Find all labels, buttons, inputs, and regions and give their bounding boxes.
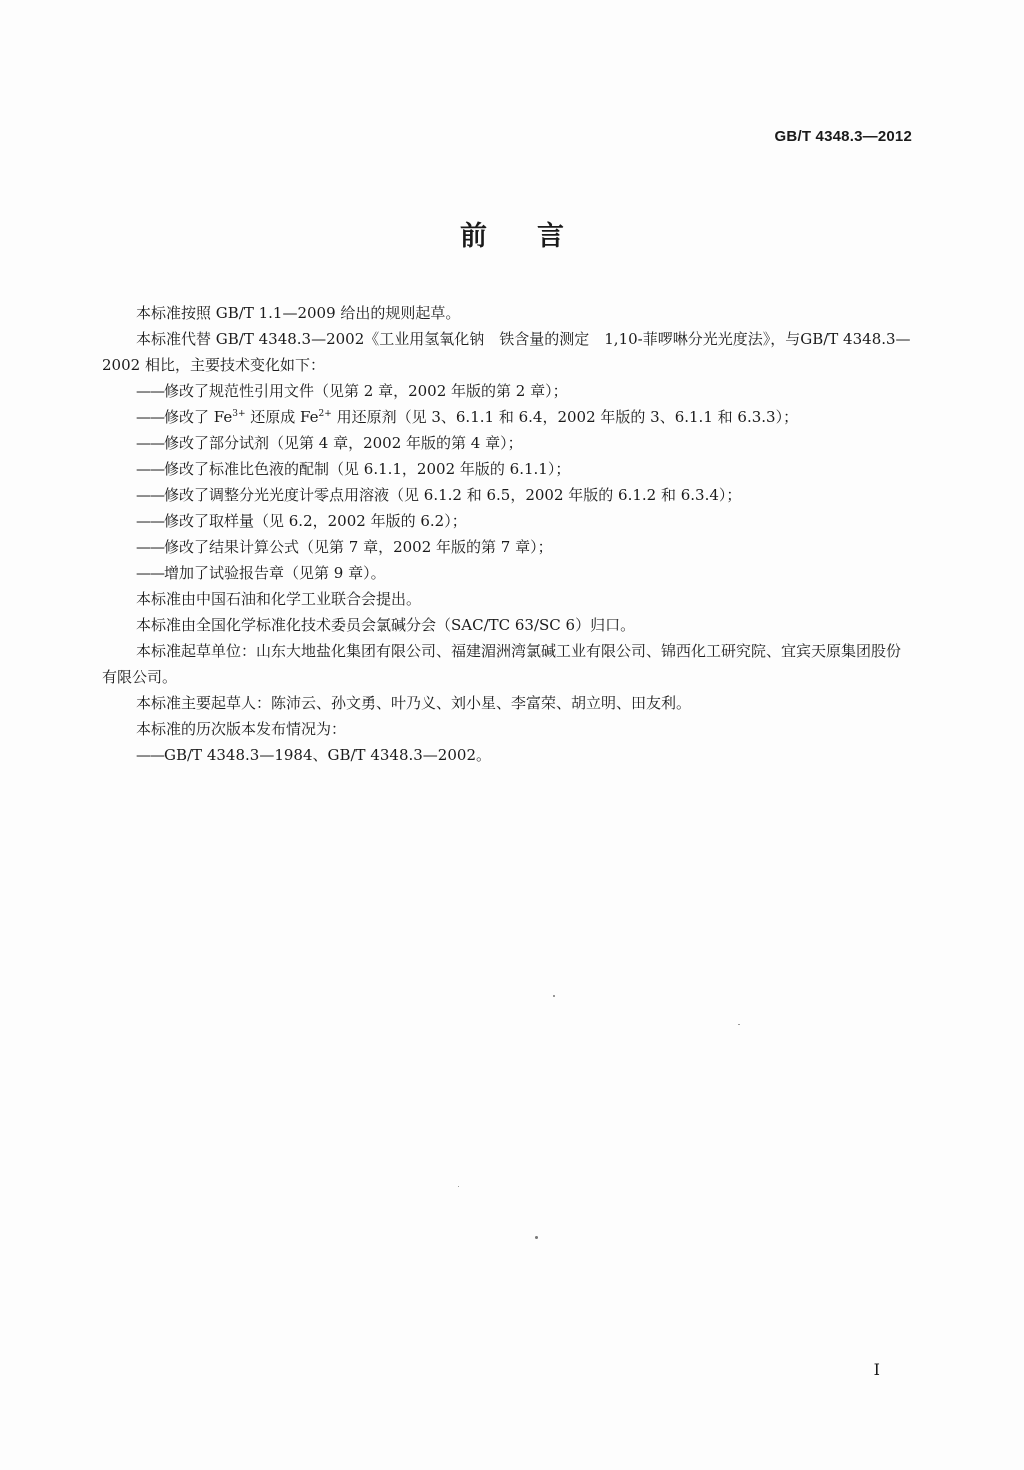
list-item xyxy=(102,508,914,534)
list-dash: —— xyxy=(136,408,164,426)
list-item-text: 修改了规范性引用文件（见第 2 章，2002 年版的第 2 章）； xyxy=(164,382,568,400)
list-item-text: 增加了试验报告章（见第 9 章）。 xyxy=(164,564,386,582)
list-item-text: 修改了标准比色液的配制（见 6.1.1，2002 年版的 6.1.1）； xyxy=(164,460,571,478)
superscript-charge: 2+ xyxy=(318,409,332,419)
paragraph-replaces: 本标准代替 GB/T 4348.3—2002《工业用氢氧化钠 铁含量的测定 1,10-菲啰啉分光光度法》，与GB/T 4348.3—2002 相比，主要技术变化如下： xyxy=(102,330,911,374)
list-item xyxy=(102,430,914,456)
list-dash: —— xyxy=(136,512,164,530)
list-item-text: 修改了取样量（见 6.2，2002 年版的 6.2）； xyxy=(164,512,467,530)
list-item xyxy=(102,404,914,430)
list-dash: —— xyxy=(136,486,164,504)
list-dash: —— xyxy=(136,434,164,452)
list-item-text: 修改了调整分光光度计零点用溶液（见 6.1.2 和 6.5，2002 年版的 6.1.2 和 6.3.4）； xyxy=(164,486,742,504)
list-item-text-prefix: 修改了 Fe xyxy=(164,408,233,426)
list-item xyxy=(102,742,914,768)
paragraph-committee: 本标准由全国化学标准化技术委员会氯碱分会（SAC/TC 63/SC 6）归口。 xyxy=(136,616,636,634)
list-item-text: 修改了结果计算公式（见第 7 章，2002 年版的第 7 章）； xyxy=(164,538,553,556)
standard-number: GB/T 4348.3—2012 xyxy=(774,128,912,145)
scan-speck xyxy=(458,1186,459,1187)
page-title: 前言 xyxy=(460,221,614,252)
paragraph-proposer: 本标准由中国石油和化学工业联合会提出。 xyxy=(136,590,422,608)
scan-speck xyxy=(738,1024,740,1025)
list-dash: —— xyxy=(136,538,164,556)
list-item xyxy=(102,534,914,560)
list-item xyxy=(102,456,914,482)
list-dash: —— xyxy=(136,382,164,400)
list-item-text: GB/T 4348.3—1984、GB/T 4348.3—2002。 xyxy=(164,746,491,764)
scan-speck xyxy=(553,995,555,997)
foreword-body xyxy=(102,300,914,768)
paragraph-drafters: 本标准主要起草人：陈沛云、孙文勇、叶乃义、刘小星、李富荣、胡立明、田友利。 xyxy=(136,694,692,712)
list-dash: —— xyxy=(136,746,164,764)
paragraph-version-history: 本标准的历次版本发布情况为： xyxy=(136,720,347,738)
superscript-charge: 3+ xyxy=(232,409,246,419)
scan-speck xyxy=(535,1236,538,1239)
list-item xyxy=(102,482,914,508)
list-item-text-mid: 还原成 Fe xyxy=(245,408,319,426)
page-number: I xyxy=(873,1360,880,1379)
list-dash: —— xyxy=(136,564,164,582)
paragraph-drafting-rules: 本标准按照 GB/T 1.1—2009 给出的规则起草。 xyxy=(136,304,461,322)
paragraph-drafting-units: 本标准起草单位：山东大地盐化集团有限公司、福建湄洲湾氯碱工业有限公司、锦西化工研究院、宜宾天原集团股份有限公司。 xyxy=(102,642,902,686)
list-item-text-suffix: 用还原剂（见 3、6.1.1 和 6.4，2002 年版的 3、6.1.1 和 6.3.3）； xyxy=(331,408,799,426)
list-item xyxy=(102,378,914,404)
list-item-text: 修改了部分试剂（见第 4 章，2002 年版的第 4 章）； xyxy=(164,434,523,452)
list-dash: —— xyxy=(136,460,164,478)
list-item xyxy=(102,560,914,586)
